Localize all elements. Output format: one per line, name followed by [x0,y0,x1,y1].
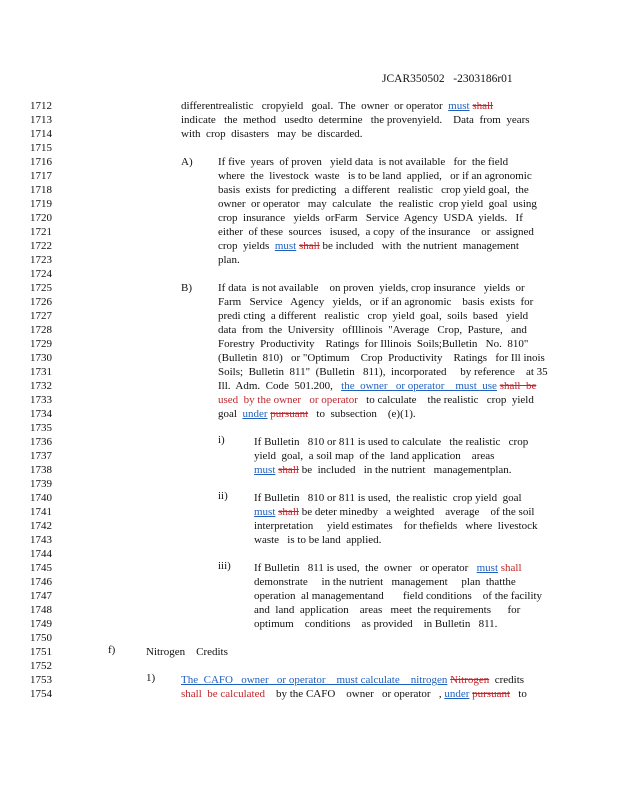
text-run: be included with the nutrient management [319,240,519,252]
inserted-text: the owner or operator must use [341,380,497,392]
line-number: 1725 [30,282,52,294]
text-run: Nitrogen Credits [146,646,228,658]
text-run: If Bulletin 811 is used, the owner or operator [254,562,477,574]
deleted-text: pursuant [472,688,511,700]
moved-text: used by the owner or operator [218,394,358,406]
text-line [254,603,520,617]
text-line [218,323,527,337]
item-label-f: f) [108,644,116,656]
line-number: 1749 [30,618,52,630]
inserted-text: must [476,562,499,574]
inserted-text: under [242,408,268,420]
text-run: owner or operator may calculate the realistic crop yield goal using [218,198,537,210]
text-run: by the CAFO owner or operator , [265,688,445,700]
line-number: 1751 [30,646,52,658]
line-number: 1735 [30,422,52,434]
text-line [254,505,534,519]
line-number: 1738 [30,464,52,476]
text-line [218,239,519,253]
text-run: goal [218,408,243,420]
line-number: 1715 [30,142,52,154]
text-line [254,449,494,463]
line-number: 1719 [30,198,52,210]
inserted-text: must [274,240,297,252]
deleted-text: shall [298,240,320,252]
text-run: yield goal, a soil map of the land application areas [254,450,495,462]
moved-text: shall be calculated [181,688,265,700]
deleted-text: Nitrogen [450,674,490,686]
inserted-text: must [254,464,276,476]
text-line [218,211,523,225]
line-number: 1747 [30,590,52,602]
text-run: plan. [218,254,240,266]
text-run: to subsection (e)(1). [308,408,416,420]
line-number: 1722 [30,240,52,252]
text-line [254,575,516,589]
text-run: to [510,688,527,700]
text-line [254,463,512,477]
text-run: predi cting a different realistic crop yield goal, soils based yield [218,310,529,322]
line-number: 1743 [30,534,52,546]
moved-text: shall [500,562,522,574]
text-run: Farm Service Agency yields, or if an agronomic basis exists for [218,296,534,308]
item-label-a: A) [181,156,193,168]
line-number: 1714 [30,128,52,140]
line-number: 1741 [30,506,52,518]
text-run: Soils; Bulletin 811" (Bulletin 811), incorporated by reference at 35 [218,366,548,378]
text-run: If Bulletin 810 or 811 is used to calculate the realistic crop [254,436,529,448]
text-line [181,99,493,113]
text-run: operation al managementand field conditions of the facility [254,590,543,602]
text-run: indicate the method usedto determine the provenyield. Data from years [181,114,530,126]
text-run: where the livestock waste is to be land applied, or if an agronomic [218,170,532,182]
line-number: 1727 [30,310,52,322]
line-number: 1724 [30,268,52,280]
line-number: 1718 [30,184,52,196]
line-number: 1753 [30,674,52,686]
text-line [254,491,522,505]
text-run: with crop disasters may be discarded. [181,128,363,140]
text-run: waste is to be land applied. [254,534,382,546]
text-run: crop yields [218,240,275,252]
text-run: If Bulletin 810 or 811 is used, the realistic crop yield goal [254,492,522,504]
line-number: 1736 [30,436,52,448]
text-run: If five years of proven yield data is not available for the field [218,156,509,168]
text-run: Ill. Adm. Code 501.200, [218,380,342,392]
item-label-i: i) [218,434,225,446]
text-line [181,673,524,687]
item-label-b: B) [181,282,192,294]
inserted-text: The CAFO owner or operator must calculate nitrogen [181,674,448,686]
text-run: crop insurance yields orFarm Service Agency USDA yields. If [218,212,523,224]
page-header [382,73,513,85]
text-line [146,645,228,659]
text-line [254,561,522,575]
inserted-text: must [448,100,470,112]
line-number: 1721 [30,226,52,238]
line-number: 1737 [30,450,52,462]
text-line [218,281,525,295]
text-line [218,365,548,379]
text-run: (Bulletin 810) or "Optimum Crop Productivity Ratings for Ill inois [218,352,545,364]
item-label-iii: iii) [218,560,231,572]
text-line [181,127,362,141]
deleted-text: shall [278,464,299,476]
text-line [181,113,530,127]
line-number: 1745 [30,562,52,574]
line-number: 1720 [30,212,52,224]
text-run: optimum conditions as provided in Bulletin 811. [254,618,498,630]
text-line [218,169,532,183]
line-number: 1728 [30,324,52,336]
deleted-text: shall [278,506,299,518]
text-run: either of these sources isused, a copy of the insurance or assigned [218,226,534,238]
line-number: 1746 [30,576,52,588]
text-line [218,351,545,365]
text-line [218,337,528,351]
text-line [218,155,508,169]
text-run: be deter minedby a weighted average of the soil [298,506,535,518]
text-line [254,533,381,547]
line-number: 1750 [30,632,52,644]
line-number: 1729 [30,338,52,350]
line-number: 1742 [30,520,52,532]
doc-id: JCAR350502 [382,73,445,85]
text-line [218,379,536,393]
text-line [218,407,416,421]
item-label-1: 1) [146,672,156,684]
line-number: 1732 [30,380,52,392]
text-line [254,519,537,533]
text-run: basis exists for predicting a different realistic crop yield goal, the [218,184,529,196]
text-line [218,253,240,267]
line-number: 1712 [30,100,52,112]
line-number: 1731 [30,366,52,378]
line-number: 1716 [30,156,52,168]
text-run: to calculate the realistic crop yield [357,394,534,406]
text-line [218,393,534,407]
line-number: 1730 [30,352,52,364]
line-number: 1726 [30,296,52,308]
text-run: interpretation yield estimates for thefields where livestock [254,520,538,532]
text-line [218,183,529,197]
text-run: data from the University ofIllinois "Average Crop, Pasture, and [218,324,527,336]
text-run: and land application areas meet the requirements for [254,604,521,616]
text-line [254,435,528,449]
revision-id: -2303186r01 [453,73,513,85]
line-number: 1734 [30,408,52,420]
line-number: 1754 [30,688,52,700]
text-line [218,295,533,309]
deleted-text: shall [472,100,494,112]
text-run: demonstrate in the nutrient management plan thatthe [254,576,516,588]
line-number: 1739 [30,478,52,490]
text-line [181,687,527,701]
line-number: 1740 [30,492,52,504]
text-run: Forestry Productivity Ratings for Illinois Soils;Bulletin No. 810" [218,338,529,350]
line-number: 1723 [30,254,52,266]
text-line [218,197,537,211]
text-run: If data is not available on proven yields, crop insurance yields or [218,282,525,294]
deleted-text: pursuant [270,408,309,420]
text-line [218,225,534,239]
text-run: differentrealistic cropyield goal. The owner or operator [181,100,449,112]
text-line [254,617,497,631]
item-label-ii: ii) [218,490,228,502]
inserted-text: must [254,506,276,518]
line-number: 1748 [30,604,52,616]
line-number: 1752 [30,660,52,672]
line-number: 1717 [30,170,52,182]
text-line [254,589,542,603]
line-number: 1713 [30,114,52,126]
text-run: credits [489,674,525,686]
deleted-text: shall be [499,380,537,392]
line-number: 1744 [30,548,52,560]
line-number: 1733 [30,394,52,406]
inserted-text: under [444,688,470,700]
text-run: be included in the nutrient managementplan. [298,464,512,476]
text-line [218,309,528,323]
